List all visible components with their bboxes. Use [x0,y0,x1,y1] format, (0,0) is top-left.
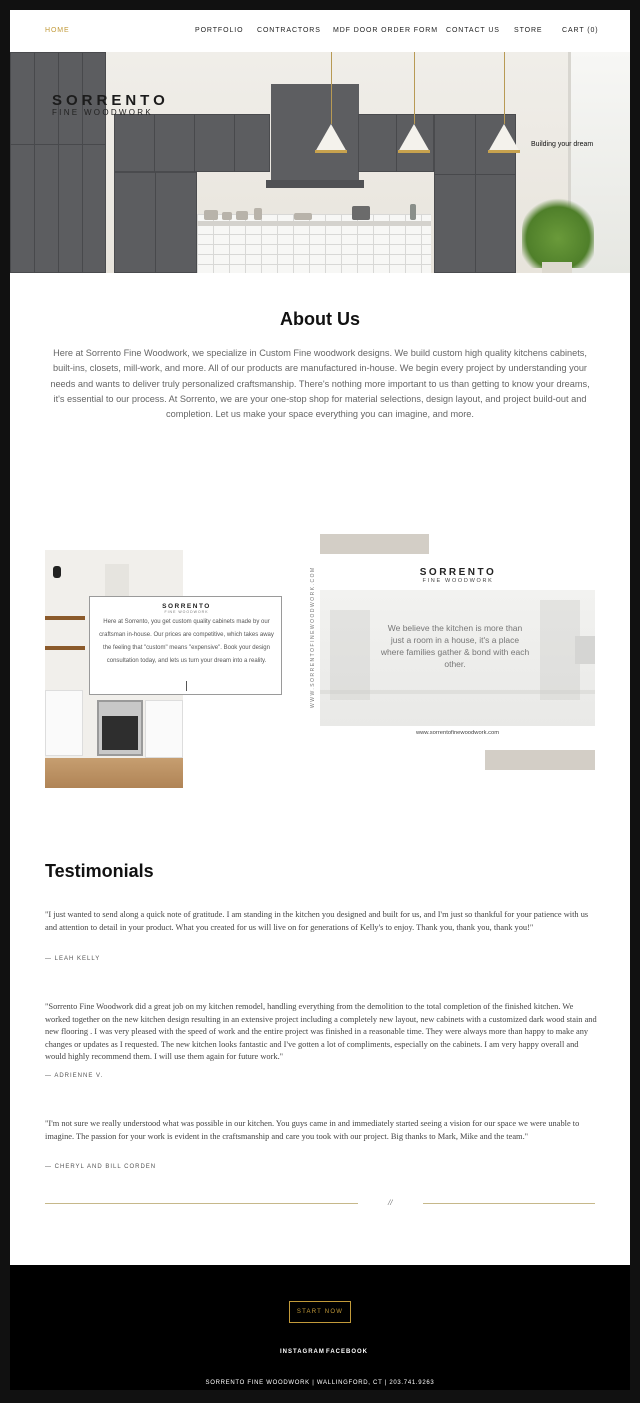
facebook-link[interactable]: FACEBOOK [326,1349,369,1355]
ghost-counter [320,690,595,694]
nav-portfolio[interactable]: PORTFOLIO [195,27,244,34]
footer [10,1265,630,1390]
nav-store[interactable]: STORE [514,27,543,34]
site-logo[interactable] [52,92,169,117]
hero-pendant-light [398,124,430,152]
hero-range-hood-base [266,180,364,188]
collage-cabinet [45,690,83,756]
hero-plant [522,194,594,268]
wall-lamp-icon [53,566,61,578]
divider-line-left [45,1203,358,1204]
hero-cabinet-divider [34,52,35,273]
nav-contact-us[interactable]: CONTACT US [446,27,500,34]
ghost-cabinet [540,600,580,700]
hero-cabinet-divider [155,172,156,273]
card-text: Here at Sorrento, you get custom quality cabinets made by our craftsman in-house. Our prices are competitive, which takes away the feeling that "custom" means "expensive". Book your design consultation today, and lets us turn your dream into a reality. [99,619,274,664]
testimonials-title: Testimonials [45,861,154,881]
hero-cabinet-divider [434,174,516,175]
hero-shelf-items [202,202,422,220]
hero-jar [254,208,262,220]
hero-cabinet-divider [10,144,106,145]
instagram-link[interactable]: INSTAGRAM [280,1349,325,1355]
collage-floor [45,758,183,788]
collage-shelf [45,646,85,650]
collage-accent-bar-top [320,534,429,554]
logo-wordmark: SORRENTO [52,92,169,109]
hero-plant-pot [542,262,572,273]
card-logo-subtitle: FINE WOODWORK [164,610,209,614]
right-logo-subtitle: FINE WOODWORK [422,578,494,584]
hero-cabinet-divider [475,114,476,273]
collage-hood [105,564,129,600]
collage-shelf [45,616,85,620]
card-logo: SORRENTO [162,603,211,610]
testimonial-quote: "I just wanted to send along a quick note of gratitude. I am standing in the kitchen you designed and built for us, and I'm just so thankful for your patience with us and attention to detail in your product. What you created for us will live on for generations of Kelly's to enjoy. Thank you, thank you, thank you!" [45,910,589,932]
nav-home[interactable]: HOME [45,27,70,34]
testimonial-author: — CHERYL AND BILL CORDEN [45,1164,157,1170]
testimonial-quote: "I'm not sure we really understood what was possible in our kitchen. You guys came in and immediately started seeing a vision for our space we were unable to imagine. The passion for your work is evident in the craftsmanship and care you took with our project. Big thanks to Mark, Mike and the team." [45,1119,580,1141]
collage-url[interactable]: www.sorrentofinewoodwork.com [415,730,500,736]
hero-jar [222,212,232,220]
ghost-cabinet [330,610,370,700]
collage-right-image [320,590,595,726]
hero-pendant-rim [315,150,347,153]
hero-shelf [197,221,431,226]
nav-mdf-door-order-form[interactable]: MDF DOOR ORDER FORM [333,27,438,34]
vertical-url: WWW.SORRENTOFINEWOODWORK.COM [310,566,316,708]
testimonial-author: — LEAH KELLY [45,956,101,962]
hero-pendant-rim [398,150,430,153]
about-title: About Us [280,309,360,329]
footer-info: SORRENTO FINE WOODWORK | WALLINGFORD, CT | 203.741.9263 [205,1380,435,1386]
collage-oven-door [102,716,138,750]
hero-cabinet-divider [234,114,235,172]
top-nav [10,10,630,52]
testimonial-author: — ADRIENNE V. [45,1073,104,1079]
hero-cabinet-divider [82,52,83,273]
hero-cabinet-upper-left [114,114,270,172]
divider-mark: // [388,1198,393,1207]
hero-tagline: Building your dream [531,141,594,148]
collage-quote: We believe the kitchen is more than just a room in a house, it's a place where families gather & bond with each other. [380,623,530,669]
hero-pendant-light [488,124,520,152]
hero-pendant-rim [488,150,520,153]
right-logo-wordmark: SORRENTO [419,567,497,578]
hero-cabinet-divider [154,114,155,172]
start-now-button[interactable]: START NOW [289,1301,351,1323]
text-cursor [186,681,187,691]
page [10,10,630,1390]
collage-oven [97,700,143,756]
logo-subtitle: FINE WOODWORK [52,108,154,117]
hero-bottle [410,204,416,220]
nav-cart[interactable]: CART (0) [562,27,599,34]
hero-jar [204,210,218,220]
collage-accent-bar-bottom [485,750,595,770]
hero-basket [352,206,370,220]
slide-arrow-icon[interactable] [575,636,595,664]
hero-banner [10,52,630,273]
hero-jar [294,213,312,220]
collage-right-logo [394,567,522,584]
hero-jar [236,211,248,220]
hero-cabinet-divider [58,52,59,273]
collage-info-card [89,596,282,695]
divider-line-right [423,1203,595,1204]
hero-pendant-light [315,124,347,152]
nav-contractors[interactable]: CONTRACTORS [257,27,321,34]
hero-pendant-cord [331,52,332,124]
collage-cabinet [145,700,183,758]
about-text: Here at Sorrento Fine Woodwork, we specialize in Custom Fine woodwork designs. We build custom high quality kitchens cabinets, built-ins, closets, mill-work, and more. All of our products are manufactured in-house. We begin every project by understanding your needs and wants to deliver truly personalized craftsmanship. There's nothing more important to us than getting to know your dreams, it's essential to our process. At Sorrento, we are your one-stop shop for material selections, design layout, and project build-out and completion. Let us make your space everything you can imagine, and more. [50,348,590,420]
hero-pendant-cord [504,52,505,124]
hero-cabinet-divider [194,114,195,172]
testimonial-quote: "Sorrento Fine Woodwork did a great job on my kitchen remodel, handling everything from the demolition to the total completion of the finished kitchen. We worked together on the new kitchen design resulting in an extensive project including a completely new layout, new cabinets with a customized dark wood stain and new flooring . I was very pleased with the speed of work and the entire project was finished in a reasonable time. They were always more than happy to make any changes or updates as I requested. The new kitchen looks fantastic and I've gotten a lot of compliments, especially on the cabinets. I am very happy overall and would highly recommend them. I will use them again for future work." [45,1002,597,1062]
hero-cabinet-divider [396,114,397,172]
hero-pendant-cord [414,52,415,124]
